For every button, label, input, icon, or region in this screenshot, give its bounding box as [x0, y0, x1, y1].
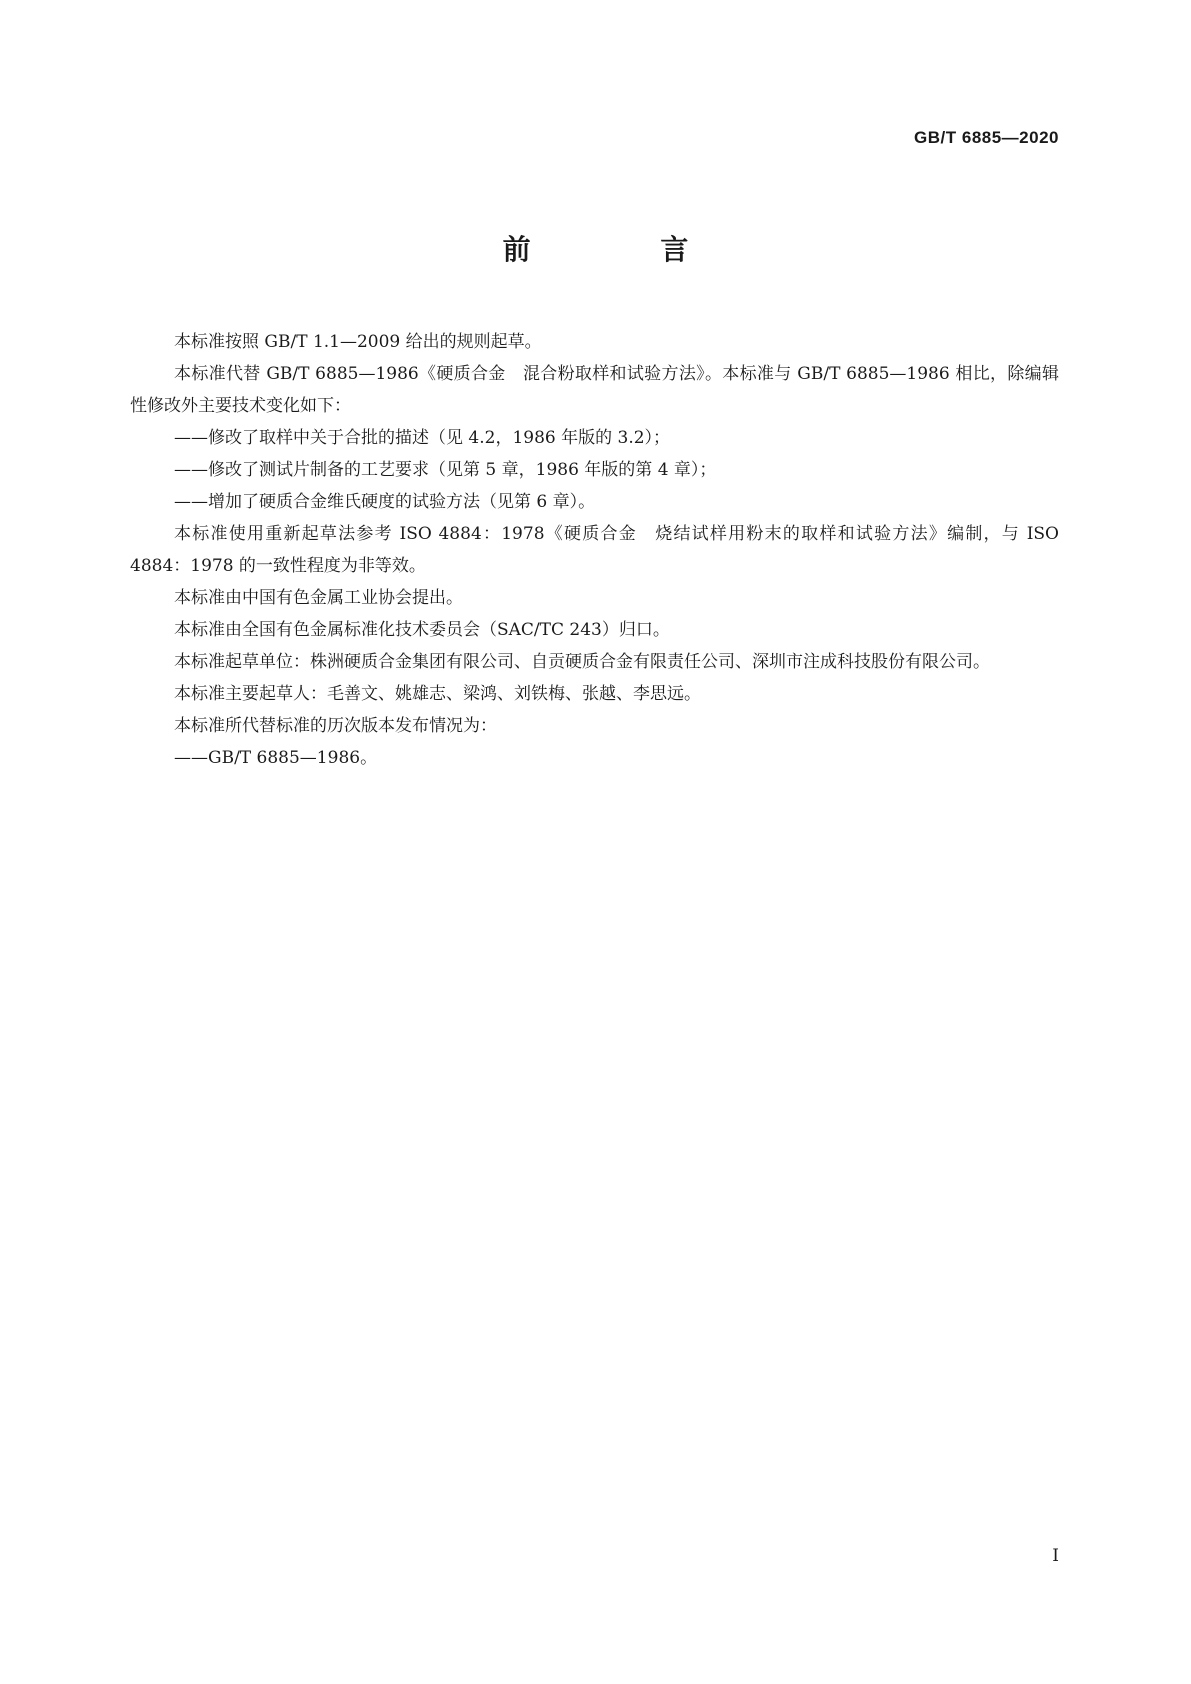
paragraph-3: 本标准使用重新起草法参考 ISO 4884：1978《硬质合金 烧结试样用粉末的取样和试验方法》编制，与 ISO 4884：1978 的一致性程度为非等效。	[130, 524, 1065, 576]
paragraph-7: 本标准主要起草人：毛善文、姚雄志、梁鸿、刘铁梅、张越、李思远。	[174, 684, 701, 704]
list-item-4: ——GB/T 6885—1986。	[174, 748, 378, 768]
standard-number: GB/T 6885—2020	[914, 128, 1059, 147]
paragraph-4: 本标准由中国有色金属工业协会提出。	[174, 588, 463, 608]
paragraph-6: 本标准起草单位：株洲硬质合金集团有限公司、自贡硬质合金有限责任公司、深圳市注成科技股份有限公司。	[174, 652, 990, 672]
list-item-1: ——修改了取样中关于合批的描述（见 4.2，1986 年版的 3.2）；	[174, 428, 671, 448]
page-number: I	[1052, 1546, 1059, 1566]
paragraph-8: 本标准所代替标准的历次版本发布情况为：	[174, 716, 497, 736]
list-item-3: ——增加了硬质合金维氏硬度的试验方法（见第 6 章）。	[174, 492, 596, 512]
paragraph-5: 本标准由全国有色金属标准化技术委员会（SAC/TC 243）归口。	[174, 620, 670, 640]
page-title: 前 言	[502, 233, 749, 266]
foreword-body	[130, 326, 1065, 774]
list-item-2: ——修改了测试片制备的工艺要求（见第 5 章，1986 年版的第 4 章）；	[174, 460, 717, 480]
paragraph-2: 本标准代替 GB/T 6885—1986《硬质合金 混合粉取样和试验方法》。本标准与 GB/T 6885—1986 相比，除编辑性修改外主要技术变化如下：	[130, 364, 1059, 416]
paragraph-1: 本标准按照 GB/T 1.1—2009 给出的规则起草。	[174, 332, 542, 352]
